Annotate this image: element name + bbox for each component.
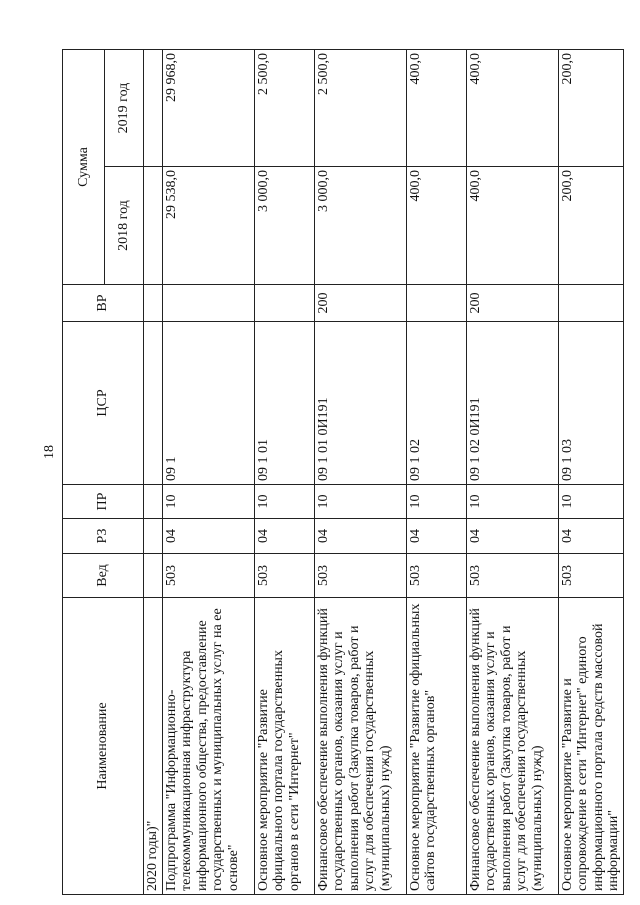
cell-name: Основное мероприятие "Развитие официальных сайтов государственных органов" [406, 598, 466, 895]
table-row [254, 50, 314, 895]
cell-ved: 503 [162, 554, 254, 598]
header-2019: 2019 год [105, 50, 144, 167]
cell-y2018: 3 000,0 [254, 167, 314, 285]
table-row [466, 50, 558, 895]
cell-name: Финансовое обеспечение выполнения функций государственных органов, оказания услуг и выполнения работ (Закупка товаров, работ и услуг для обеспечения государственных (муниципальных) нужд) [466, 598, 558, 895]
cell-name: Финансовое обеспечение выполнения функций государственных органов, оказания услуг и выполнения работ (Закупка товаров, работ и услуг для обеспечения государственных (муниципальных) нужд) [314, 598, 406, 895]
cell-csr: 09 1 03 [558, 322, 623, 485]
header-sum: Сумма [63, 50, 105, 285]
cell-rz: 04 [314, 519, 406, 554]
table-row [314, 50, 406, 895]
cell-y2019: 2 500,0 [254, 50, 314, 167]
cell-pr: 10 [254, 485, 314, 519]
cell-pr: 10 [314, 485, 406, 519]
budget-table-rotated [62, 50, 622, 895]
table-row [144, 50, 163, 895]
cell-rz: 04 [466, 519, 558, 554]
cell-y2019: 400,0 [406, 50, 466, 167]
cell-y2018: 3 000,0 [314, 167, 406, 285]
cell-rz: 04 [254, 519, 314, 554]
cell-y2018: 400,0 [406, 167, 466, 285]
cell-y2019: 2 500,0 [314, 50, 406, 167]
cell-vr [144, 285, 163, 322]
cell-name: 2020 годы)" [144, 598, 163, 895]
cell-name: Основное мероприятие "Развитие и сопровождение в сети "Интернет" единого информационного портала средств массовой информации" [558, 598, 623, 895]
cell-y2018 [144, 167, 163, 285]
header-ved: Вед [63, 554, 144, 598]
cell-csr: 09 1 02 0И191 [466, 322, 558, 485]
cell-y2018: 400,0 [466, 167, 558, 285]
cell-rz: 04 [162, 519, 254, 554]
table-row [558, 50, 623, 895]
cell-vr [162, 285, 254, 322]
header-csr: ЦСР [63, 322, 144, 485]
cell-ved: 503 [406, 554, 466, 598]
cell-y2019: 200,0 [558, 50, 623, 167]
cell-ved [144, 554, 163, 598]
cell-rz: 04 [558, 519, 623, 554]
header-name: Наименование [63, 598, 144, 895]
cell-ved: 503 [314, 554, 406, 598]
cell-csr [144, 322, 163, 485]
cell-ved: 503 [558, 554, 623, 598]
cell-y2018: 29 538,0 [162, 167, 254, 285]
cell-pr: 10 [162, 485, 254, 519]
page-number: 18 [42, 445, 57, 459]
cell-pr: 10 [558, 485, 623, 519]
header-pr: ПР [63, 485, 144, 519]
cell-vr: 200 [314, 285, 406, 322]
cell-y2019 [144, 50, 163, 167]
cell-name: Подпрограмма "Информационно-телекоммуникационная инфраструктура информационного общества, предоставление государственных и муниципальных услуг на ее основе" [162, 598, 254, 895]
cell-ved: 503 [254, 554, 314, 598]
budget-table [62, 49, 624, 895]
header-vr: ВР [63, 285, 144, 322]
header-2018: 2018 год [105, 167, 144, 285]
cell-vr [406, 285, 466, 322]
cell-rz: 04 [406, 519, 466, 554]
cell-ved: 503 [466, 554, 558, 598]
header-rz: РЗ [63, 519, 144, 554]
cell-csr: 09 1 [162, 322, 254, 485]
cell-csr: 09 1 01 0И191 [314, 322, 406, 485]
cell-y2019: 29 968,0 [162, 50, 254, 167]
cell-y2018: 200,0 [558, 167, 623, 285]
cell-csr: 09 1 01 [254, 322, 314, 485]
cell-vr [254, 285, 314, 322]
cell-pr: 10 [406, 485, 466, 519]
cell-y2019: 400,0 [466, 50, 558, 167]
cell-pr: 10 [466, 485, 558, 519]
table-row [162, 50, 254, 895]
cell-vr: 200 [466, 285, 558, 322]
cell-vr [558, 285, 623, 322]
cell-csr: 09 1 02 [406, 322, 466, 485]
cell-name: Основное мероприятие "Развитие официального портала государственных органов в сети "Интернет" [254, 598, 314, 895]
cell-pr [144, 485, 163, 519]
table-row [406, 50, 466, 895]
cell-rz [144, 519, 163, 554]
